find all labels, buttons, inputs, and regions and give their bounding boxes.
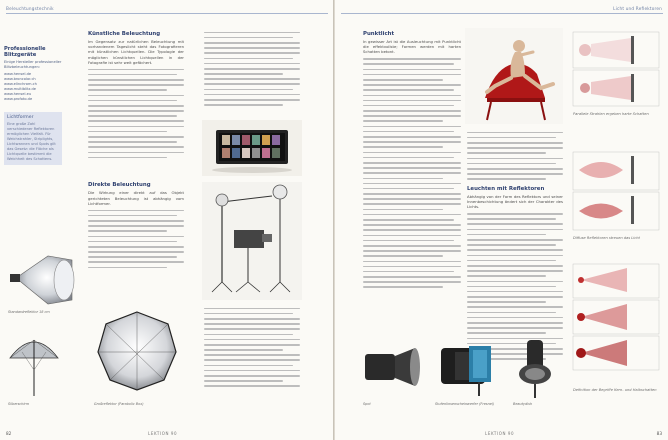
reflector-caption: Standardreflektor 18 cm: [8, 310, 50, 314]
sidebar-link[interactable]: www.hensel.eu: [4, 92, 32, 96]
light-diagram-1: [571, 30, 661, 108]
studio-setup-photo: [202, 182, 302, 300]
section-body: In gewisser Art ist die Ausleuchtung mit Punktlicht die effektvollste; Formen werden mit harten Schatten betont.: [363, 39, 461, 55]
section-heading: Künstliche Beleuchtung: [88, 31, 161, 37]
palette-photo: [202, 120, 302, 176]
right-column-1: [363, 28, 461, 292]
diagram-caption-2: Diffuse Reflektoren streuen das Licht: [573, 236, 640, 240]
sidebar-link[interactable]: www.broncolor.ch: [4, 77, 36, 81]
light-diagram-3: [571, 262, 661, 372]
sidebar-box: [4, 112, 62, 165]
right-page: [335, 0, 668, 440]
sidebar-link[interactable]: www.hensel.de: [4, 72, 32, 76]
section-body: Im Gegensatz zur natürlichen Beleuchtung mit vorhandenem Tageslicht steht das Fotografieren mit künstlichen Lichtquellen. Die Typologie der möglichen künstlichen Lichtquellen in der Fotografie ist sehr weit gefächert.: [88, 39, 184, 65]
left-running-head: Beleuchtungstechnik: [6, 6, 54, 11]
softbox-caption: Großreflektor (Parabolic Box): [94, 402, 144, 406]
diagram-caption-1: Parallele Strahlen ergeben harte Schatten: [573, 112, 649, 116]
left-header-rule: [6, 13, 328, 14]
left-page: [0, 0, 333, 440]
sidebar-link[interactable]: www.multiblitz.de: [4, 87, 37, 91]
text-lines: [204, 32, 300, 106]
text-lines: [88, 69, 184, 159]
fresnel-caption: Stufenlinsenscheinwerfer (Fresnel): [435, 402, 495, 406]
section-heading: Leuchten mit Reflektoren: [467, 185, 545, 192]
beautydish-caption: Beautydish: [513, 402, 532, 406]
spot-caption: Spot: [363, 402, 371, 406]
sidebar-link[interactable]: www.elinchrom.ch: [4, 82, 37, 86]
right-running-head: Licht und Reflektoren: [613, 6, 662, 11]
model-photo: [465, 28, 563, 124]
right-column-2: [467, 128, 563, 364]
left-column-1: [88, 28, 184, 272]
beautydish-photo: [513, 336, 567, 400]
section-heading: Direkte Beleuchtung: [88, 182, 151, 189]
text-lines: [467, 132, 563, 180]
fresnel-photo: [435, 336, 507, 400]
right-folio: 83: [656, 431, 662, 436]
left-column-2: [204, 28, 300, 109]
left-folio: 82: [6, 431, 12, 436]
sidebar-box-title: Lichtformer: [7, 115, 34, 120]
text-lines: [204, 308, 300, 387]
sidebar-links: [4, 72, 62, 102]
reflector-photo: [8, 250, 80, 308]
softbox-photo: [94, 308, 180, 396]
spot-photo: [363, 338, 425, 398]
right-footer: LEKTION 90: [485, 431, 515, 436]
sidebar-box-text: Eine große Zahl verschiedener Reflektoren ermöglichen Vielfalt. Für Weichstrahler, Striplights, Lichtwannen und Spots gilt das Gesetz: die Fläche als Lichtquelle bestimmt die Weichheit des Schattens.: [7, 122, 56, 161]
sidebar-intro: Einige Hersteller professioneller Blitzbeleuchtungen:: [4, 60, 62, 69]
umbrella-photo: [6, 330, 62, 400]
left-column-2-bottom: [204, 304, 300, 391]
right-header-rule: [341, 13, 663, 14]
diagram-caption-3: Definition der Begriffe Kern- und Halbschatten: [573, 388, 657, 392]
section-body: Abhängig von der Form des Reflektors und seiner Innenbeschichtung ändert sich der Charakter des Lichts.: [467, 193, 563, 210]
umbrella-caption: Silberschirm: [8, 402, 30, 406]
text-lines: [88, 210, 184, 269]
left-sidebar: [4, 46, 62, 165]
sidebar-title: Professionelle Blitzgeräte: [4, 46, 46, 58]
section-heading: Punktlicht: [363, 31, 395, 37]
text-lines: [363, 58, 461, 288]
light-diagram-2: [571, 150, 661, 232]
sidebar-link[interactable]: www.profoto.de: [4, 97, 33, 101]
left-footer: LEKTION 90: [148, 431, 178, 436]
section-body: Die Wirkung einer direkt auf das Objekt gerichteten Beleuchtung ist abhängig vom Lichtformer.: [88, 190, 184, 206]
